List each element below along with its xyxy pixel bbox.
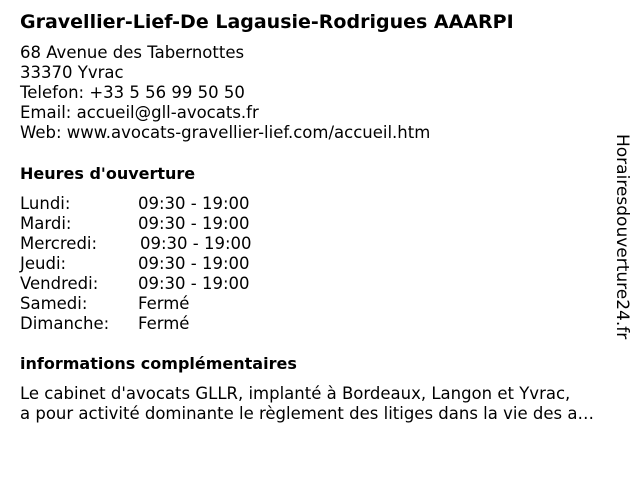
- day-hours: 09:30 - 19:00: [138, 194, 250, 213]
- description-line: a pour activité dominante le règlement des litiges dans la vie des a…: [20, 404, 594, 423]
- day-hours: Fermé: [138, 294, 190, 313]
- hours-row-saturday: [20, 294, 320, 314]
- opening-hours-table: [20, 194, 320, 334]
- contact-block: [20, 43, 430, 143]
- website-link[interactable]: Web: www.avocats-gravellier-lief.com/accueil.htm: [20, 123, 431, 142]
- opening-hours-heading: Heures d'ouverture: [20, 164, 196, 183]
- business-description: [20, 384, 620, 424]
- day-hours: 09:30 - 19:00: [138, 254, 250, 273]
- hours-row-wednesday: [20, 234, 320, 254]
- day-label: Lundi:: [20, 194, 71, 213]
- day-hours: 09:30 - 19:00: [138, 214, 250, 233]
- day-label: Jeudi:: [20, 254, 67, 273]
- business-name: Gravellier-Lief-De Lagausie-Rodrigues AAARPI: [20, 11, 514, 33]
- address-city: 33370 Yvrac: [20, 63, 124, 82]
- hours-row-monday: [20, 194, 320, 214]
- address-street: 68 Avenue des Tabernottes: [20, 43, 245, 62]
- day-label: Dimanche:: [20, 314, 110, 333]
- additional-info-heading: informations complémentaires: [20, 354, 297, 373]
- day-label: Mercredi:: [20, 234, 98, 253]
- day-label: Vendredi:: [20, 274, 99, 293]
- email-address[interactable]: Email: accueil@gll-avocats.fr: [20, 103, 259, 122]
- phone-number[interactable]: Telefon: +33 5 56 99 50 50: [20, 83, 245, 102]
- day-label: Mardi:: [20, 214, 72, 233]
- hours-row-thursday: [20, 254, 320, 274]
- day-hours: 09:30 - 19:00: [138, 274, 250, 293]
- day-label: Samedi:: [20, 294, 88, 313]
- day-hours: 09:30 - 19:00: [140, 234, 252, 253]
- hours-row-sunday: [20, 314, 320, 334]
- hours-row-tuesday: [20, 214, 320, 234]
- description-line: Le cabinet d'avocats GLLR, implanté à Bordeaux, Langon et Yvrac,: [20, 384, 571, 403]
- site-watermark: Horairesdouverture24.fr: [612, 134, 632, 340]
- hours-row-friday: [20, 274, 320, 294]
- day-hours: Fermé: [138, 314, 190, 333]
